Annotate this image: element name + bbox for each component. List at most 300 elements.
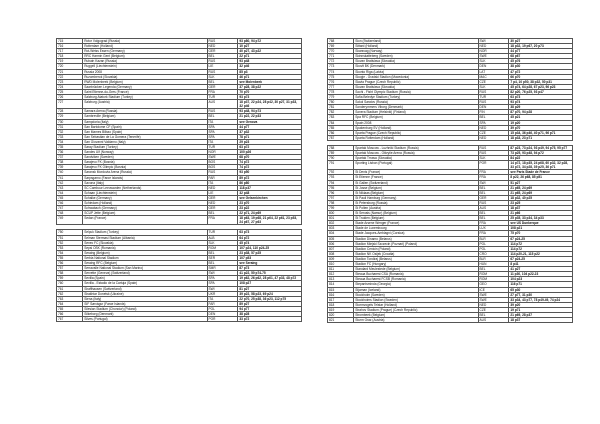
page-references: 8 p41 [509,262,573,267]
page-references: 51 p27 [509,180,573,185]
page-references: 64 p72 [238,235,302,240]
country-code: DEN [478,64,509,69]
entry-number: 743 [57,185,83,190]
page-references: 10 p27 [238,44,302,49]
country-code: RUS [478,89,509,94]
country-code: SPA [478,120,509,125]
venue-name: Stepantsminda (Georgia) [354,282,478,287]
entry-number: 757 [57,266,83,271]
page-references: 23 p22 [238,206,302,211]
entry-number: 771 [328,54,354,59]
venue-name: Spartak Moscow - Luzhniki Stadium (Russia) [354,145,478,150]
page-references: 39 p70 [509,125,573,130]
country-code: ROM [478,277,509,282]
country-code: SWE [478,292,509,297]
page-references: 87 p73 [238,266,302,271]
venue-name: Saray Stadium (Turkey) [83,144,207,149]
entry-number: 759 [57,276,83,281]
page-references: 63 p72 [238,144,302,149]
country-code: FRA [207,216,238,225]
country-code: BEL [207,261,238,266]
venue-name: Spartak Trnava (Slovakia) [354,156,478,161]
entry-number: 791 [328,161,354,170]
entry-number: 729 [57,114,83,119]
venue-name: SIF Sørvágur (Faroe Islands) [83,301,207,306]
venue-name: Sparta Prague (Czech Republic) [354,130,478,135]
country-code: SWE [207,155,238,160]
entry-number: 808 [328,251,354,256]
country-code: SWE [478,297,509,302]
venue-name: San Mames Bilbao (Spain) [83,129,207,134]
entry-number: 752 [57,240,83,245]
venue-name: Sarajevo FK Olimpic (Bosnia) [83,165,207,170]
entry-number: 815 [328,287,354,292]
country-code: LAT [478,69,509,74]
entry-number: 763 [57,296,83,301]
country-code: LIE [207,64,238,69]
page-references: 118 p37 [238,185,302,190]
page-references: 93 p50 [238,170,302,175]
venue-name: Stjarnan (Iceland) [354,287,478,292]
venue-name: Rot-Weiss Essen (Germany) [83,49,207,54]
venue-name: Sofia Beledye Stadium (Turkey) [354,95,478,100]
page-references: 45 p74, 64 p28, 67 p23, 96 p23 [509,84,573,89]
venue-name: Stormvogels Telstar (Holland) [354,302,478,307]
entry-number: 807 [328,246,354,251]
country-code: GEO [478,282,509,287]
entry-number: 774 [328,69,354,74]
page-references: 18 p37, 22 p24, 28 p42, 30 p27, 31 p33, 32 p46 [238,100,302,109]
entry-number: 718 [57,54,83,59]
entry-number: 730 [57,119,83,124]
venue-name: Samara Arena (Russia) [83,109,207,114]
venue-name: Stade Arsene Wenger (France) [354,221,478,226]
country-code: BEL [478,312,509,317]
page-references: 11 p30, 104 p22-23 [509,272,573,277]
venue-name: Sturm Graz (Austria) [354,318,478,323]
venue-name: Sandviken (Sweden) [83,155,207,160]
index-row [57,100,302,109]
country-code: FRA [478,221,509,226]
venue-name: Silves (Portugal) [83,317,207,322]
venue-name: Serravalle National Stadium (San Marino) [83,266,207,271]
country-code: NED [478,125,509,130]
entry-number: 749 [57,216,83,225]
entry-number: 802 [328,221,354,226]
country-code: LIE [207,190,238,195]
country-code: RUS [207,109,238,114]
country-code: POL [478,241,509,246]
entry-number: 779 [328,95,354,100]
page-references: 114 p72 [509,241,573,246]
page-references: 87 p23, 73 p24, 93 p49, 94 p75, 95 p77 [509,145,573,150]
venue-name: Steaua Bucharest FCSB (Romania) [354,277,478,282]
page-references: 107 p53 [238,255,302,260]
page-references: 45 p76 [509,59,573,64]
page-references: 37 p28, 38 p22 [238,84,302,89]
entry-number: 805 [328,236,354,241]
page-references: 25 p35, 33 p34, 34 p33 [509,216,573,221]
page-references: 68 p70 [238,155,302,160]
entry-number: 772 [328,59,354,64]
entry-number: 821 [328,318,354,323]
country-code: BEL [478,211,509,216]
entry-number: 722 [57,74,83,79]
venue-name: Saransk Mordovia Arena (Russia) [83,170,207,175]
country-code: ICE [478,287,509,292]
venue-name: Strahov Stadium (Prague) (Czech Republic) [354,307,478,312]
page-references: 70 p70 [238,89,302,94]
entry-number: 728 [57,109,83,114]
page-references: 45 p74 [238,240,302,245]
country-code: BOS [207,160,238,165]
country-code: FAR [207,175,238,180]
page-references: 114 p72 [509,246,573,251]
country-code: TUR [207,230,238,235]
venue-name: Stadion Miejski Szczecin (Poznań) (Poland) [354,241,478,246]
entry-number: 767 [57,317,83,322]
entry-number: 760 [57,281,83,286]
entry-number: 817 [328,297,354,302]
entry-number: 750 [57,230,83,235]
venue-name: San Giovanni Valdarno (Italy) [83,139,207,144]
country-code: BLR [478,236,509,241]
country-code: POR [478,161,509,170]
country-code: BEL [478,267,509,272]
page-references: 37 p32 [238,129,302,134]
venue-name: Shakhtar Donetsk (Ukraine) [83,291,207,296]
page-references: 32 p46 [238,64,302,69]
venue-name: Stockholm (Sweden) [354,292,478,297]
page-references: see US Dunkerque [509,221,573,226]
country-code: BEL [207,211,238,216]
venue-name: Schaan (Liechtenstein) [83,190,207,195]
entry-number: 737 [57,155,83,160]
venue-name: St Servais (Namur) (Belgium) [354,211,478,216]
venue-name: St Etienne (France) [354,175,478,180]
country-code: TUR [207,144,238,149]
country-code: RUS [207,59,238,64]
country-code: BEL [207,79,238,84]
entry-number: 726 [57,95,83,100]
country-code: SPA [207,124,238,129]
country-code: FRA [478,170,509,175]
page-references: 39 p22, 58 p23, 69 p24 [238,291,302,296]
venue-name: Siena (Italy) [83,296,207,301]
entry-number: 806 [328,241,354,246]
entry-number: 801 [328,216,354,221]
venue-name: Serbia National Stadium [83,255,207,260]
entry-number: 783 [328,115,354,120]
venue-name: Salzburg Ataturk Stadium (Turkey) [83,95,207,100]
page-references: 100 p26 [238,150,302,155]
venue-name: Senec FC (Slovakia) [83,240,207,245]
entry-number: 738 [57,160,83,165]
page-references: 78 p71 [238,134,302,139]
venue-name: Sporting Lisbon (Portugal) [354,161,478,170]
entry-number: 810 [328,262,354,267]
page-references: 93 p48, 94 p73 [238,109,302,114]
entry-number: 789 [328,150,354,155]
page-references: 18 p63, 19 p68, 21 p64, 22 p61, 23 p53, 24 p67, 27 p63 [238,216,302,225]
venue-name: Rubain Kazan (Russia) [83,59,207,64]
country-code: ITA [207,119,238,124]
venue-name: Stadion FC (Hungary) [354,262,478,267]
page-references: 86 p80 [238,180,302,185]
country-code: UKR [207,291,238,296]
country-code: SPA [207,129,238,134]
entry-number: 820 [328,312,354,317]
page-references: 81 p27 [238,286,302,291]
page-references: 41 p22, 50 p74-75 [238,271,302,276]
entry-number: 788 [328,145,354,150]
page-references: 67 p24-25 [509,236,573,241]
page-references: see Seraing [238,261,302,266]
page-references: 18 p37 [509,318,573,323]
country-code: SER [207,255,238,260]
country-code: POL [207,306,238,311]
entry-number: 814 [328,282,354,287]
country-code: SWE [478,54,509,59]
country-code: FRA [478,231,509,236]
country-code: ROM [478,272,509,277]
venue-name: Rotor Volgograd (Russia) [83,39,207,44]
index-row [57,216,302,225]
country-code: CRO [478,251,509,256]
country-code: RUS [478,200,509,205]
entry-number: 755 [57,255,83,260]
entry-number: 739 [57,165,83,170]
entry-number: 803 [328,226,354,231]
page-references: 73 p25, 93 p48, 94 p72 [509,150,573,155]
page-references: 23 p25 [509,200,573,205]
country-code: RUS [478,100,509,105]
entry-number: 776 [328,79,354,84]
country-code: RUS [207,170,238,175]
entry-number: 818 [328,302,354,307]
venue-name: Schalke (Germany) [83,195,207,200]
entry-number: 745 [57,195,83,200]
country-code: NOR [478,49,509,54]
country-code: BEL [478,216,509,221]
country-code: NED [207,201,238,206]
page-references: 74 p72 [238,165,302,170]
venue-name: RRC Harmin Gent (Belgium) [83,54,207,59]
country-code: ROM [207,245,238,250]
entry-number: 762 [57,291,83,296]
country-code: FRA [478,175,509,180]
entry-number: 764 [57,301,83,306]
venue-name: SC Cambuur Leeuwarden (Netherlands) [83,185,207,190]
entry-number: 765 [57,306,83,311]
venue-name: Saarbrücken Legenda (Germany) [83,84,207,89]
entry-number: 777 [328,84,354,89]
entry-number: 721 [57,69,83,74]
page-references: 21 p65, 24 p69 [509,185,573,190]
page-references: 18 p32, 40 p25 [509,195,573,200]
country-code: FAR [207,301,238,306]
venue-name: Seraing RFC (Belgium) [83,261,207,266]
entry-number: 813 [328,277,354,282]
entry-number: 742 [57,180,83,185]
venue-name: Skopje - Gradski Stadion (Macedonia) [354,74,478,79]
venue-name: Russia 2008 [83,69,207,74]
country-code: AUS [478,206,509,211]
venue-name: Spa RFC (Belgium) [354,115,478,120]
entry-number: 754 [57,250,83,255]
entry-number: 716 [57,44,83,49]
entry-number: 756 [57,261,83,266]
venue-name: Sedan (France) [83,216,207,225]
page-references: 74 p72 [238,160,302,165]
venue-name: Ruggell (Liechtenstein) [83,64,207,69]
page-references: 38 p29 [509,105,573,110]
entry-number: 782 [328,110,354,115]
country-code: CZE [478,79,509,84]
venue-name: St Niklaas (Belgium) [354,190,478,195]
venue-name: Sampdoria (Italy) [83,119,207,124]
country-code: ITA [207,180,238,185]
page-references: 108 p21 [509,226,573,231]
venue-name: Spakenburg SV (Holland) [354,125,478,130]
venue-name: Stockholms Stadion (Sweden) [354,297,478,302]
entry-number: 740 [57,170,83,175]
page-references: 94 p77 [238,306,302,311]
entry-number: 792 [328,170,354,175]
country-code: SWI [207,286,238,291]
page-references: 45 p21 [509,115,573,120]
country-code: DEN [478,105,509,110]
venue-name: Silesian Stadium (Chorzów) (Poland) [83,306,207,311]
page-references: 84 p22 [509,156,573,161]
page-references: 41 p27 [509,267,573,272]
country-code: SLK [207,240,238,245]
page-references: 66 p70 [509,74,573,79]
entry-number: 744 [57,190,83,195]
venue-name: Ruzomberok (Slovakia) [83,74,207,79]
venue-name: Standard Meulestede (Belgium) [354,267,478,272]
entry-number: 798 [328,200,354,205]
page-references: 19 p71 [509,307,573,312]
page-references: 38 p28 [238,311,302,316]
venue-name: Stadion Tondiraj (Belarus) [354,256,478,261]
page-references: 23 p38, 57 p25 [238,250,302,255]
country-code: AUS [207,100,238,109]
entry-number: 731 [57,124,83,129]
venue-name: Stade Jacques-Amblagni (Corsica) [354,231,478,236]
page-references: 33 p34, 43 p77, 78 p49-49, 74 p24 [509,297,573,302]
page-references: 33 p72 [238,317,302,322]
page-references: see Gelsenkirchen [238,195,302,200]
venue-name: St Polten (Austria) [354,206,478,211]
venue-name: St Petersburg (Russia) [354,200,478,205]
page-references: 75 p70 [509,231,573,236]
venue-name: Silkeborg (Denmark) [83,311,207,316]
country-code: GER [478,195,509,200]
country-code: BEL [207,54,238,59]
venue-name: Spain 2008 [354,120,478,125]
page-references: 32 p48 [238,190,302,195]
entry-number: 787 [328,135,354,140]
venue-name: Sittard (Holland) [354,44,478,49]
country-code: CZE [478,307,509,312]
country-code: RUS [478,145,509,150]
country-code: SPA [207,134,238,139]
page-references: 29 p23 [238,139,302,144]
entry-number: 795 [328,185,354,190]
entry-number: 732 [57,129,83,134]
country-code: GER [207,195,238,200]
venue-name: Servette (Geneva) (Switzerland) [83,271,207,276]
venue-name: Sonderymmers Viborg (Denmark) [354,105,478,110]
entry-number: 747 [57,206,83,211]
entry-number: 794 [328,180,354,185]
venue-name: San Bartolome CF (Spain) [83,124,207,129]
country-code: BEL [207,114,238,119]
page-references: 87 p70, 94 p28 [509,110,573,115]
page-references: 18 p33, 23 p71 [509,135,573,140]
entry-number: 804 [328,231,354,236]
country-code: SLK [207,74,238,79]
venue-name: Stadion Cenicin (Poland) [354,246,478,251]
country-code: HUN [478,262,509,267]
country-code: RUS [207,39,238,44]
entry-number: 799 [328,206,354,211]
page-references: 85 p3 [238,69,302,74]
entry-number: 800 [328,211,354,216]
page-references: 7 p4, 10 p50, 38 p32, 50 p31 [509,79,573,84]
country-code: FRA [207,89,238,94]
entry-number: 811 [328,267,354,272]
venue-name: Skonto Riga (Latvia) [354,69,478,74]
page-references: 93 p74 [509,100,573,105]
venue-name: Sarajevo FK (Bosnia) [83,160,207,165]
page-references: 63 p73 [509,95,573,100]
entry-number: 819 [328,307,354,312]
country-code: SMR [207,266,238,271]
venue-name: RWD Molenbeek (Belgium) [83,79,207,84]
entry-number: 723 [57,79,83,84]
country-code: TUR [478,95,509,100]
page-references: 27 p77, 31 p30 [509,292,573,297]
country-code: LUX [478,226,509,231]
venue-name: St Truiden (Belgium) [354,216,478,221]
country-code: SLK [478,84,509,89]
venue-name: Stade de Luxembourg [354,226,478,231]
venue-name: Skarsvag (Norway) [354,49,478,54]
country-code: SWI [207,271,238,276]
venue-name: Schwabach (Germany) [83,206,207,211]
entry-number: 720 [57,64,83,69]
entry-number: 773 [328,64,354,69]
entry-number: 809 [328,256,354,261]
page-references: 8 p22, 26 p68, 85 p51 [509,175,573,180]
country-code: TUR [207,95,238,100]
page-references: 22 p71 [238,54,302,59]
entry-number: 753 [57,245,83,250]
country-code: GER [207,206,238,211]
venue-name: SCUP Jette (Belgium) [83,211,207,216]
venue-name: Sion (Switzerland) [354,39,478,44]
entry-number: 768 [328,39,354,44]
country-code: FIN [478,110,509,115]
country-code: BEL [478,190,509,195]
country-code: GER [207,84,238,89]
country-code: NED [207,44,238,49]
venue-name: Saint Etienne-du-Gres (France) [83,89,207,94]
page-references: 108 p27 [238,281,302,286]
country-code: SPA [207,276,238,281]
